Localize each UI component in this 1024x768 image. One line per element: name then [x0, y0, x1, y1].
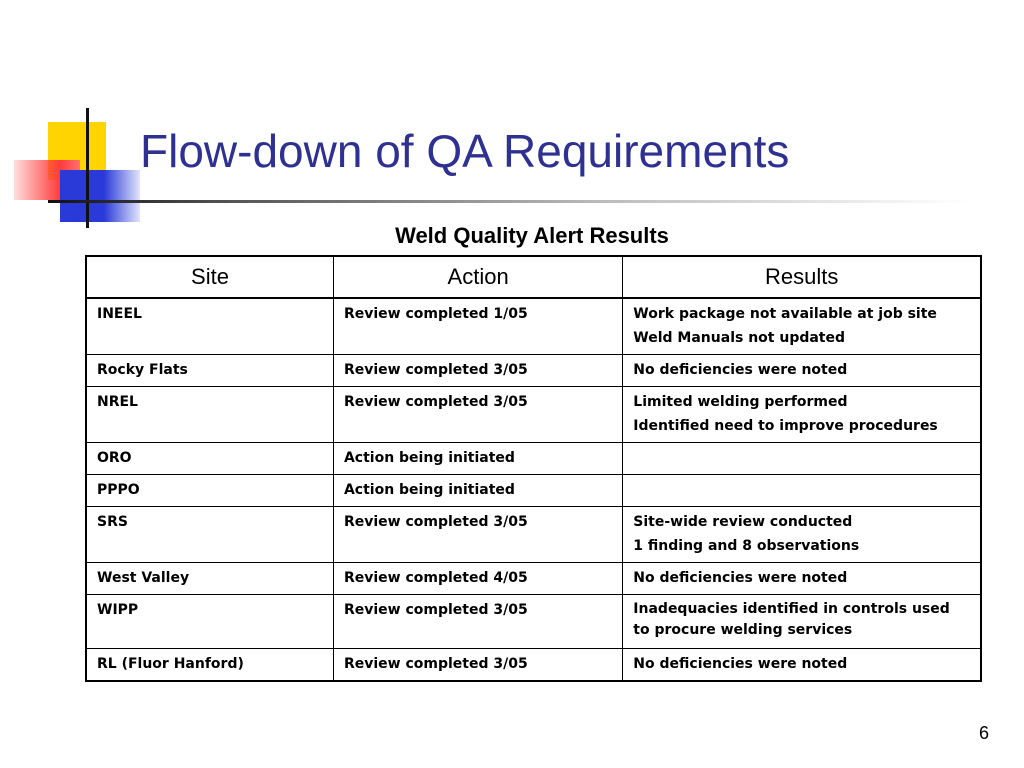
table-row — [86, 563, 981, 595]
results-cell — [623, 387, 981, 443]
result-line: No deficiencies were noted — [633, 362, 848, 378]
result-line: Weld Manuals not updated — [633, 330, 846, 346]
results-cell — [623, 475, 981, 507]
table-row — [86, 355, 981, 387]
table-row — [86, 387, 981, 443]
page-number: 6 — [978, 723, 989, 743]
result-line: Inadequacies identified in controls used to procure welding services — [633, 601, 950, 638]
table-row — [86, 507, 981, 563]
table-row — [86, 298, 981, 355]
action-cell: Review completed 3/05 — [333, 387, 622, 443]
action-cell: Review completed 3/05 — [333, 595, 622, 649]
action-cell: Review completed 1/05 — [333, 298, 622, 355]
action-cell: Action being initiated — [333, 443, 622, 475]
weld-quality-results-table — [85, 255, 982, 682]
result-line: 1 finding and 8 observations — [633, 538, 860, 554]
table-row — [86, 443, 981, 475]
table-row — [86, 475, 981, 507]
site-cell: SRS — [86, 507, 333, 563]
table-row — [86, 649, 981, 682]
header-action: Action — [333, 256, 622, 298]
site-cell: PPPO — [86, 475, 333, 507]
action-cell: Action being initiated — [333, 475, 622, 507]
site-cell: West Valley — [86, 563, 333, 595]
results-cell — [623, 443, 981, 475]
logo-blue-square — [60, 170, 140, 222]
site-cell: RL (Fluor Hanford) — [86, 649, 333, 682]
slide-title: Flow-down of QA Requirements — [140, 125, 790, 177]
result-line: Work package not available at job site — [633, 306, 937, 322]
header-results: Results — [623, 256, 981, 298]
action-cell: Review completed 4/05 — [333, 563, 622, 595]
result-line: Identified need to improve procedures — [633, 418, 938, 434]
action-cell: Review completed 3/05 — [333, 355, 622, 387]
site-cell: ORO — [86, 443, 333, 475]
header-site: Site — [86, 256, 333, 298]
table-row — [86, 595, 981, 649]
site-cell: NREL — [86, 387, 333, 443]
table-caption: Weld Quality Alert Results — [395, 223, 669, 248]
results-cell — [623, 507, 981, 563]
table-header-row — [86, 256, 981, 298]
result-line: Site-wide review conducted — [633, 514, 853, 530]
logo-vertical-rule — [86, 108, 89, 228]
site-cell: Rocky Flats — [86, 355, 333, 387]
result-line: No deficiencies were noted — [633, 570, 848, 586]
results-cell — [623, 563, 981, 595]
results-cell — [623, 298, 981, 355]
result-line: Limited welding performed — [633, 394, 848, 410]
site-cell: INEEL — [86, 298, 333, 355]
results-cell — [623, 649, 981, 682]
action-cell: Review completed 3/05 — [333, 507, 622, 563]
results-cell — [623, 595, 981, 649]
site-cell: WIPP — [86, 595, 333, 649]
results-cell — [623, 355, 981, 387]
title-underline-rule — [48, 200, 968, 203]
action-cell: Review completed 3/05 — [333, 649, 622, 682]
result-line: No deficiencies were noted — [633, 656, 848, 672]
